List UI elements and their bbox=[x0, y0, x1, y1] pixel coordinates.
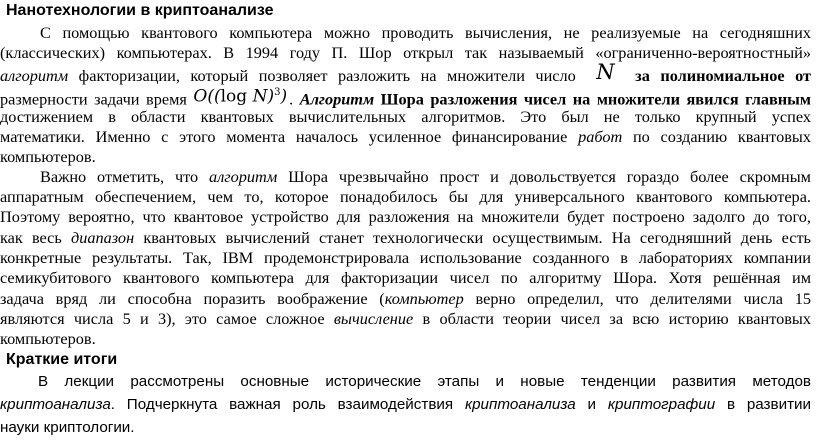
p1-line-6: математики. Именно с этого момента началось усиленное финансирование работ по созданию квантовых bbox=[0, 127, 811, 146]
p2-line-8: являются числа 5 и 3), это самое сложное вычисление в области теории чисел за всю историю квантовых bbox=[0, 309, 812, 328]
term-range: диапазон bbox=[71, 228, 135, 247]
p2-line-1: Важно отметить, что алгоритм Шора чрезвычайно прост и довольствуется гораздо более скромным bbox=[40, 167, 811, 186]
math-complexity: O((log N)$^3$) bbox=[193, 86, 288, 107]
p1-line-4: размерности задачи время O((log N)$^3$) . Алгоритм Шора разложения чисел на множители явился главным bbox=[0, 86, 811, 110]
term-algorithm-bold: Алгоритм bbox=[299, 89, 375, 109]
heading-nanotech: Нанотехнологии в криптоанализе bbox=[6, 2, 274, 19]
term-work: работ bbox=[578, 127, 623, 146]
term-computer: компьютер bbox=[384, 289, 464, 308]
p1-line-1: С помощью квантового компьютера можно проводить вычисления, не реализуемые на сегодняшних bbox=[40, 23, 811, 42]
p2-line-4: как весь диапазон квантовых вычислений станет технологически осуществимым. На сегодняшний день есть bbox=[0, 228, 811, 247]
p2-line-9: компьютеров. bbox=[0, 329, 96, 348]
heading-summary: Краткие итоги bbox=[6, 351, 118, 368]
p3-line-3: науки криптологии. bbox=[0, 419, 135, 436]
math-n: N bbox=[596, 60, 615, 84]
p1-line-3: алгоритм факторизации, который позволяет разложить на множители число N за полиномиальное от bbox=[0, 60, 812, 85]
term-computation: вычисление bbox=[333, 309, 414, 328]
p2-line-2: аппаратным обеспечением, чем то, которое понадобилось бы для универсального квантового компьютера. bbox=[0, 187, 811, 206]
p2-line-5: конкретные результаты. Так, IBM продемонстрировала использование созданного в лабораториях компании bbox=[0, 248, 811, 267]
p2-line-6: семикубитового квантового компьютера для факторизации чисел по алгоритму Шора. Хотя решённая им bbox=[0, 268, 811, 287]
term-cryptography: криптографии bbox=[607, 396, 716, 413]
p3-line-2: криптоанализа. Подчеркнута важная роль взаимодействия криптоанализа и криптографии в развитии bbox=[0, 396, 811, 413]
p2-line-3: Поэтому вероятно, что квантовое устройство для разложения на множители будет построено задолго до того, bbox=[0, 207, 811, 226]
term-algorithm: алгоритм bbox=[0, 66, 69, 85]
p3-line-1: В лекции рассмотрены основные исторические этапы и новые тенденции развития методов bbox=[38, 373, 811, 390]
p2-line-7: задача вряд ли способна поразить воображение (компьютер верно определил, что делителями числа 15 bbox=[0, 289, 811, 308]
p1-line-5: достижением в области квантовых вычислительных алгоритмов. Это был не только крупный успех bbox=[0, 107, 811, 126]
term-cryptanalysis-2: криптоанализа bbox=[464, 396, 576, 413]
p1-line-7: компьютеров. bbox=[0, 147, 96, 166]
p1-line-2: (классических) компьютерах. В 1994 году П. Шор открыл так называемый «ограниченно-вероятностный» bbox=[0, 43, 811, 62]
term-algorithm-2: алгоритм bbox=[209, 167, 278, 186]
term-cryptanalysis: криптоанализа bbox=[0, 396, 111, 413]
